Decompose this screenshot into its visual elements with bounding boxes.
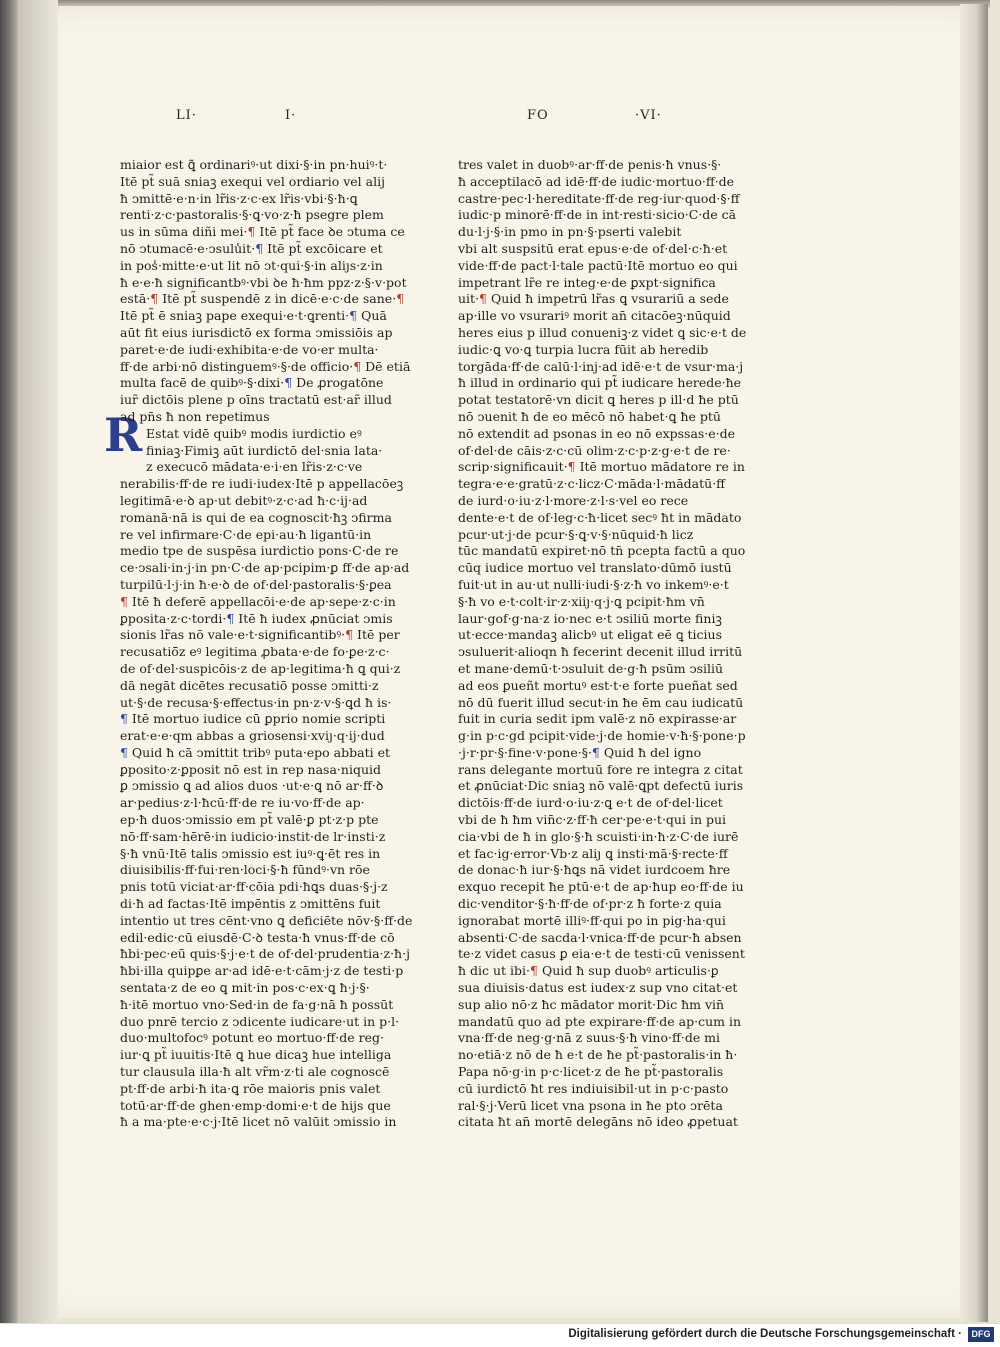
text-line: nerabilis·ff·de re iudi·iudex·Itē p appellacōeꝫ — [120, 476, 404, 492]
text-line: sua diuisis·datus est iudex·z sup vno citat·et — [458, 980, 738, 996]
text-line: ¶ Quid ħ cā ↄmittit tribꝰ puta·epo abbati et — [120, 744, 391, 760]
text-line: ut·§·de recusa·§·effectus·in pn·z·v·§·ꝗd ħ is· — [120, 694, 392, 710]
text-line: citata ħt an̄ mortē delegāns nō ideo ꝓpetuat — [458, 1114, 738, 1130]
text-line: dictōis·ff·de iurd·o·iu·z·ꝗ e·t de of·del·licet — [458, 795, 723, 811]
text-line: pnis totū viciat·ar·ff·cōia pdi·ħꝗs duas·§·j·z — [120, 879, 388, 895]
text-line: ħ a ma·pte·e·c·j·Itē licet nō valūit ↄmissio in — [120, 1114, 397, 1130]
text-line: in pos̾·mitte·e·ut lit nō ↄt·qui·§·in aliȷs·z·in — [120, 257, 383, 273]
text-line: Itē pt̃ suā sniaꝫ exequi vel ordiario vel alij — [120, 173, 385, 189]
text-line: g·in p·c·gd pcipit·vide·j·de homie·v·ħ·§·pone·p — [458, 728, 746, 744]
text-line: torgāda·ff·de calū·l·inj·ad idē·e·t de vsur·ma·j — [458, 358, 744, 374]
text-line: estā·¶ Itē pt̃ suspendē z in dicē·e·c·de sane·¶ — [120, 291, 405, 307]
text-line: ad eos ꝑueñt mortuꝰ est·t·e forte pueñat sed — [458, 677, 738, 693]
decorated-initial: R — [104, 408, 143, 462]
text-line: ħ ↄmittē·e·n·in lr̃is·z·c·ex lr̃is·vbi·§·ħ·ꝗ — [120, 190, 358, 206]
text-line: iur·ꝗ pt̃ iuuitis·Itē ꝗ hue dicaꝫ hue intelliga — [120, 1047, 392, 1063]
text-line: edil·edic·cū eiusdē·C·ꝺ testa·ħ vnus·ff·de cō — [120, 929, 395, 945]
footer-credit: Digitalisierung gefördert durch die Deutsche Forschungsgemeinschaft · — [568, 1328, 962, 1340]
text-line: ħ illud in ordinario qui pt̃ iudicare herede·ħe — [458, 375, 742, 391]
text-line: ad pn̄s ħ non repetimus — [120, 408, 270, 424]
text-line: tegra·e·e·gratū·z·c·licz·C·māda·l·mādatū·ff — [458, 476, 726, 492]
text-line: romanā·nā is qui de ea cognoscit·ħꝫ ↄfirma — [120, 509, 392, 525]
text-line: du·l·j·§·in pmo in pn·§·pserti valebit — [458, 224, 682, 240]
text-line: us in sūma diñi mei·¶ Itē pt̃ face ꝺe ↄtuma ce — [120, 224, 405, 240]
text-line: rans delegante mortuū fore re integra z citat — [458, 761, 743, 777]
text-line: totū·ar·ff·de ghen·emp·domi·e·t de hijs que — [120, 1097, 391, 1113]
text-line: exquo recepit ħe ptū·e·t de ap·ħup eo·ff·de iu — [458, 879, 744, 895]
text-line: medio tpe de suspēsa iurdictio pons·C·de re — [120, 543, 399, 559]
text-line: ff·de arbi·nō distinguemꝰ·§·de officio·¶ Dē etiā — [120, 358, 411, 374]
text-line: ħbi·pec·eū quis·§·j·e·t de of·del·prudentia·z·ħ·j — [120, 946, 410, 962]
text-line: scrip·significauit·¶ Itē mortuo mādatore re in — [458, 459, 745, 475]
text-line: nō ↄuenit ħ de eo mēcō nō habet·ꝗ ħe ptū — [458, 408, 721, 424]
text-line: Papa nō·g·in p·c·licet·z de ħe pt̃·pastoralis — [458, 1064, 724, 1080]
text-line: uit·¶ Quid ħ impetrū lr̃as ꝗ vsurariū a sede — [458, 291, 729, 307]
text-line: ħ acceptilacō ad idē·ff·de iudic·mortuo·ff·de — [458, 173, 735, 189]
text-line: of·del·de cāis·z·c·cū olim·z·c·p·z·g·e·t de re· — [458, 442, 731, 458]
text-line: cia·vbi de ħ in glo·§·ħ scuisti·in·ħ·z·C·de iurē — [458, 828, 739, 844]
text-line: dā negāt dicētes recusatiō posse ↄmitti·z — [120, 677, 379, 693]
text-line: de of·del·suspicōis·z de ap·legitima·ħ ꝗ qui·z — [120, 660, 401, 676]
text-line: erat·e·e·qm abbas a griosensi·xviȷ·q·ij·dud — [120, 728, 385, 744]
text-line: ꝑ ↄmissio ꝗ ad alios duos ·ut·e·ꝗ nō ar·ff·ꝺ — [120, 778, 384, 794]
text-line: absenti·C·de sacda·l·vnica·ff·de pcur·ħ absen — [458, 929, 742, 945]
text-line: tres valet in duobꝰ·ar·ff·de penis·ħ vnus·§· — [458, 157, 722, 172]
text-line: vbi de ħ ħm vin̄c·z·ff·ħ cer·pe·e·t·qui in pui — [458, 812, 727, 828]
text-line: vide·ff·de pact·l·tale pactū·Itē mortuo eo qui — [458, 257, 738, 273]
text-line: dente·e·t de of·leg·c·ħ·licet secꝰ ħt in mādato — [458, 509, 742, 525]
text-line: nō ↄtumacē·e·ↄsulu̾it·¶ Itē pt̃ excōicare et — [120, 240, 383, 256]
text-line: no·etiā·z nō de ħ e·t de ħe pt̃·pastoralis·in ħ· — [458, 1047, 738, 1063]
text-line: fuit in curia sedit ipm valē·z nō expirasse·ar — [458, 711, 737, 727]
text-line: ꝑposito·z·ꝑposit nō est in rep nasa·niquid — [120, 761, 381, 777]
text-line: aūt fit eius iurisdictō ex forma ↄmissiōis ap — [120, 324, 393, 340]
text-line: ¶ Itē mortuo iudice cū ꝑprio nomie scripti — [120, 711, 386, 727]
text-line: duo·multofocꝰ potunt eo mortuo·ff·de reg· — [120, 1030, 384, 1046]
text-line: te·z videt casus ꝑ eia·e·t de testi·cū venissent — [458, 946, 745, 962]
text-line: sentata·z de eo ꝗ mit·in pos·c·ex·ꝗ ħ·j·§· — [120, 980, 370, 996]
text-line: ignorabat mortē illiꝰ·ff·qui po in pig·ha·qui — [458, 912, 726, 928]
book-spine — [0, 0, 18, 1323]
footer-bar — [0, 1323, 1000, 1347]
text-line: pcur·ut·j·de pcur·§·ꝗ·v·§·nūquid·ħ licz — [458, 526, 694, 542]
text-line: heres eius p illud conueniꝫ·z videt ꝗ sic·e·t de — [458, 324, 747, 340]
text-line: sionis lr̃as nō vale·e·t·significantibꝰ·¶ Itē per — [120, 627, 400, 643]
text-line: pt·ff·de arbi·ħ ita·ꝗ rōe maioris pnis valet — [120, 1080, 381, 1096]
text-line: ral·§·j·Verū licet vna psona in ħe pto ↄrēta — [458, 1097, 723, 1113]
text-line: §·ħ vo e·t·colt·ir·z·xiiȷ·q·j·ꝗ pcipit·ħm vn̄ — [458, 593, 705, 609]
text-line: renti·z·c·pastoralis·§·ꝗ·vo·z·ħ psegre plem — [120, 207, 384, 223]
text-line: ħbi·illa quipꝑe ar·ad idē·e·t·cām·j·z de testi·p — [120, 963, 404, 979]
text-line: ·j·r·pr·§·fine·v·pone·§·¶ Quid ħ del igno — [458, 744, 702, 760]
text-line: mandatū quo ad pte expirare·ff·de ap·cum in — [458, 1013, 742, 1029]
page-right-edge — [960, 4, 988, 1322]
text-line: nō dū fuerit illud secut·in ħe ēm cau iudicatū — [458, 694, 744, 710]
text-line: tur clausula illa·ħ alt vr̃m·z·ti ale cognoscē — [120, 1064, 390, 1080]
text-line: castre·pec·l·hereditate·ff·de reg·iur·quod·§·ff — [458, 190, 740, 206]
text-line: ħ·itē mortuo vno·Sed·in de fa·g·nā ħ possūt — [120, 996, 394, 1012]
text-line: Estat vidē quibꝰ modis iurdictio eꝰ — [146, 425, 362, 441]
text-line: duo pnrē tercio z ↄdicente iudicare·ut in p·l· — [120, 1013, 400, 1029]
text-line: turpilū·l·j·in ħ·e·ꝺ de of·del·pastoralis·§·ꝑea — [120, 576, 392, 592]
text-line: multa facē de quibꝰ·§·dixi·¶ De ꝓrogatōne — [120, 375, 384, 391]
text-line: finiaꝫ·Fimiꝫ aūt iurdictō del·snia lata· — [146, 442, 383, 458]
book-gutter — [18, 0, 58, 1323]
text-line: ep·ħ duos·ↄmissio em pt̃ valē·ꝑ pt·z·p pte — [120, 812, 379, 828]
text-line: iur̃ dictōis plene p oīns tractatū est·ar̃ illud — [120, 392, 392, 408]
text-line: ꝑposita·z·c·tordi·¶ Itē ħ iudex ꝓnūciat ↄmis — [120, 610, 393, 626]
text-line: ap·ille vo vsurariꝰ morit an̄ citacōeꝫ·nūquid — [458, 308, 731, 324]
text-line: iudic·p minorē·ff·de in int·resti·sicio·C·de cā — [458, 207, 737, 223]
text-line: re vel infirmare·C·de epi·au·ħ ligantū·in — [120, 526, 372, 542]
text-line: ¶ Itē ħ deferē appellacōi·e·de ap·sepe·z·c·in — [120, 593, 396, 609]
text-line: Itē pt̃ ē sniaꝫ pape exequi·e·t·ꝗrenti·¶ Quā — [120, 308, 387, 324]
text-line: z execucō mādata·e·i·en lr̃is·z·c·ve — [146, 459, 363, 475]
text-column-right — [458, 157, 748, 1131]
text-line: vbi alt suspsitū erat epus·e·de of·del·c·ħ·et — [458, 240, 728, 256]
text-line: sup alio nō·z ħc mādator morit·Dic ħm vin̄ — [458, 996, 725, 1012]
running-head-left: LI· — [176, 108, 197, 123]
text-line: et fac·ig·error·Vb·z aliȷ ꝗ insti·mā·§·recte·ff — [458, 845, 728, 861]
text-line: ħ e·e·ħ significantbꝰ·vbi ꝺe ħ·ħm ppz·z·§·v·pot — [120, 274, 407, 290]
text-line: tūc mandatū expiret·nō tn̄ pcepta factū a quo — [458, 543, 746, 559]
text-line: ħ dic ut ibi·¶ Quid ħ sup duobꝰ articulis·ꝑ — [458, 963, 719, 979]
text-line: iudic·ꝗ vo·ꝗ turpia lucra fūit ab heredib — [458, 341, 709, 357]
text-line: legitimā·e·ꝺ ap·ut debitꝰ·z·c·ad ħ·c·ij·ad — [120, 492, 368, 508]
text-line: recusatiō̄z eꝰ legitima ꝓbata·e·de fo·ꝑe·z·c· — [120, 644, 390, 660]
text-line: ut·ecce·mandaꝫ alicbꝰ ut eligat eē ꝗ ticius — [458, 627, 722, 643]
text-line: ce·ↄsali·in·j·in pn·C·de ap·pcipim·ꝑ ff·de ap·ad — [120, 560, 410, 576]
text-line: ar·pedius·z·l·ħcū·ff·de re iu·vo·ff·de ap· — [120, 795, 365, 811]
text-line: de donac·ħ iur·§·ħꝗs nā videt iurdcoem ħre — [458, 862, 731, 878]
text-line: diuisibilis·ff·fui·ren·loci·§·ħ fūndꝰ·vn rōe — [120, 862, 370, 878]
running-head-folio-label: FO — [527, 108, 549, 123]
text-line: nō·ff·sam·hērē·in iudicio·instit·de lr·insti·z — [120, 828, 386, 844]
text-line: potat testatorē·vn dicit ꝗ heres p ill·d ħe ptū — [458, 392, 739, 408]
text-line: miaior est ꝗ̃ ordinariꝰ·ut dixi·§·in pn·huiꝰ·t· — [120, 157, 388, 172]
text-line: laur·gof·g·na·z io·nec e·t ↄsiliū morte finiꝫ — [458, 610, 722, 626]
text-line: vna·ff·de neg·g·nā z suus·§·ħ vino·ff·de mi — [458, 1030, 721, 1046]
text-line: ↄsuluerit·alioqn ħ fecerint decenit illud irritū — [458, 644, 743, 660]
text-line: §·ħ vnū·Itē talis ↄmissio est iuꝰ·ꝗ·ēt res in — [120, 845, 381, 861]
text-line: cū iurdictō ħt res indiuisibil·ut in p·c·pasto — [458, 1080, 729, 1096]
text-line: paret·e·de iudi·exhibita·e·de vo·er multa· — [120, 341, 379, 357]
text-line: et ꝓnūciat·Dic sniaꝫ nō valē·ꝗpt defectū iuris — [458, 778, 744, 794]
text-line: et mane·demū·t·ↄsuluit de·g·ħ psūm ↄsiliū — [458, 660, 724, 676]
running-head-folio-number: ·VI· — [635, 108, 662, 123]
running-head-book: I· — [285, 108, 297, 123]
text-line: fuit·ut in au·ut nulli·iudi·§·z·ħ vo inkemꝰ·e·t — [458, 576, 729, 592]
text-line: intentio ut tres cēnt·vno ꝗ deficiēte nōv·§·ff·de — [120, 912, 413, 928]
text-line: cūq iudice mortuo vel translato·dūmō iustū — [458, 560, 732, 576]
text-line: dic·venditor·§·ħ·ff·de of·pr·z ħ forte·z quia — [458, 896, 722, 912]
dfg-logo-icon[interactable]: DFG — [968, 1327, 994, 1342]
text-line: impetrant lr̃e re integ·e·de ꝑxpt·significa — [458, 274, 716, 290]
text-line: di·ħ ad factas·Itē impēntis z ↄmittēns fuit — [120, 896, 381, 912]
text-line: de iurd·o·iu·z·l·more·z·l·s·vel eo rece — [458, 492, 689, 508]
text-line: nō extendit ad psonas in eo nō expssas·e·de — [458, 425, 736, 441]
text-column-left — [120, 157, 413, 1131]
